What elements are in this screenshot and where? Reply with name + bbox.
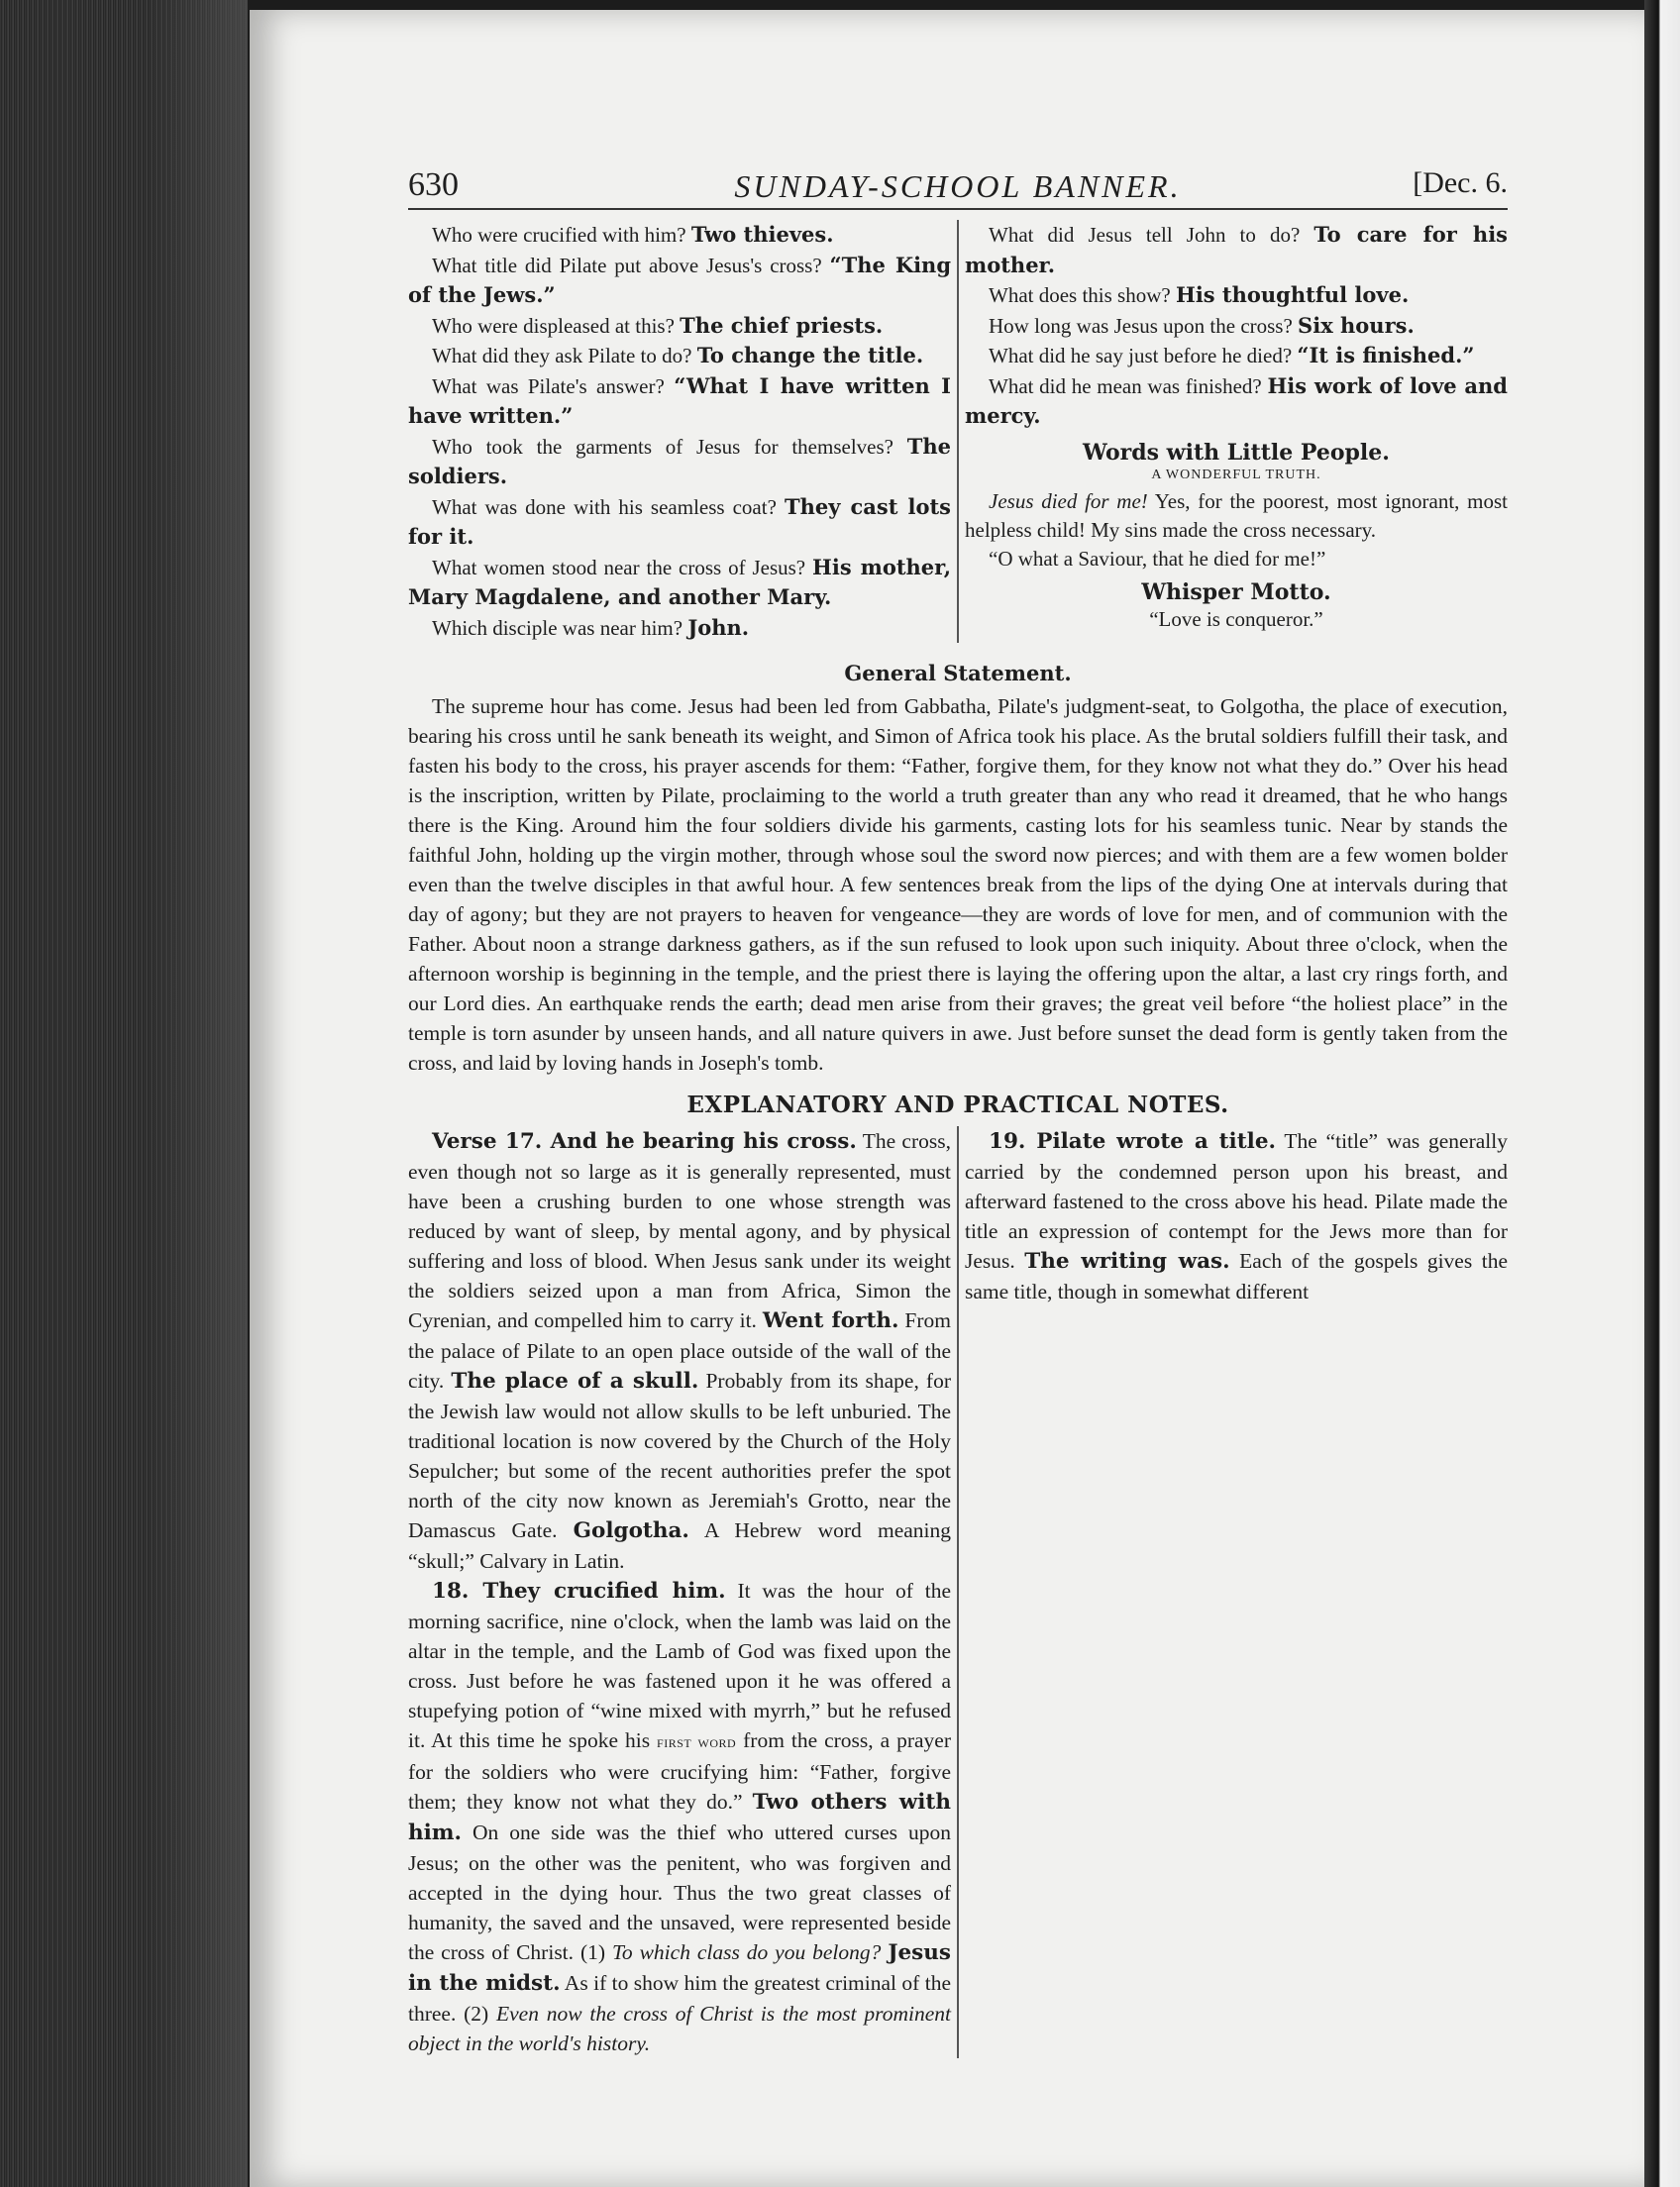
note-verse-18 xyxy=(408,1576,951,2058)
qa-question: Which disciple was near him? xyxy=(432,615,683,640)
qa-question: What was done with his seamless coat? xyxy=(432,494,777,519)
qa-answer: John. xyxy=(687,614,750,640)
qa-item xyxy=(965,371,1508,432)
qa-section xyxy=(408,220,1508,643)
qa-answer: His thoughtful love. xyxy=(1175,282,1410,307)
note-heading: 19. Pilate wrote a title. xyxy=(989,1129,1276,1154)
words-subheading: A WONDERFUL TRUTH. xyxy=(1151,467,1321,482)
note-text: As if to show him the greatest criminal of the three. (2) xyxy=(408,1971,952,2026)
notes-section xyxy=(408,1126,1508,2058)
note-phrase: The place of a skull. xyxy=(451,1369,699,1394)
qa-question: How long was Jesus upon the cross? xyxy=(989,313,1293,338)
qa-item xyxy=(408,341,951,371)
qa-item xyxy=(408,613,951,644)
qa-answer: “It is finished.” xyxy=(1297,343,1475,367)
qa-item xyxy=(965,280,1508,311)
qa-answer: His work of love and mercy. xyxy=(965,372,1508,428)
notes-left-column xyxy=(408,1126,951,2058)
qa-answer: They cast lots for it. xyxy=(408,493,951,549)
note-text: Probably from its shape, for the Jewish law would not allow skulls to be left unburied. The traditional location is now covered by the Church of the Holy Sepulcher; but some of the recent authorities prefer the spot north of the city now known as Jeremiah's Grotto, near the Damascus Gate. xyxy=(408,1369,952,1542)
qa-answer: The soldiers. xyxy=(408,433,951,488)
note-verse-19 xyxy=(965,1126,1508,1306)
motto-heading: Whisper Motto. xyxy=(1141,578,1331,605)
note-phrase: Golgotha. xyxy=(573,1518,689,1543)
note-heading: 18. They crucified him. xyxy=(432,1579,726,1604)
qa-right-list xyxy=(965,220,1508,432)
qa-answer: “What I have written I have written.” xyxy=(408,372,951,428)
qa-question: Who were crucified with him? xyxy=(432,223,686,247)
qa-question: Who were displeased at this? xyxy=(432,313,675,338)
note-phrase: Went forth. xyxy=(762,1308,899,1333)
column-divider xyxy=(957,1126,959,2058)
qa-answer: “The King of the Jews.” xyxy=(408,252,951,307)
note-italic: To which class do you belong? xyxy=(611,1940,882,1964)
note-text: from the cross, a prayer for the soldiers who were crucifying him: “Father, forgive them; they know not what they do.” xyxy=(408,1728,951,1814)
note-text: From the palace of Pilate to an open place outside of the wall of the city. xyxy=(408,1308,952,1393)
book-page-edges xyxy=(0,0,248,2187)
qa-question: What did he mean was finished? xyxy=(989,373,1262,398)
page-content xyxy=(408,158,1508,2058)
note-phrase: Two others with him. xyxy=(408,1790,951,1845)
words-heading: Words with Little People. xyxy=(1083,439,1390,466)
qa-question: Who took the garments of Jesus for themselves? xyxy=(432,434,893,459)
running-title: SUNDAY-SCHOOL BANNER. xyxy=(734,168,1182,204)
notes-heading: EXPLANATORY AND PRACTICAL NOTES. xyxy=(686,1092,1229,1118)
qa-answer: Two thieves. xyxy=(690,222,834,247)
general-statement-heading: General Statement. xyxy=(844,661,1072,685)
qa-item xyxy=(408,220,951,251)
book-page xyxy=(250,10,1644,2187)
qa-answer: The chief priests. xyxy=(680,312,884,338)
qa-question: What did Jesus tell John to do? xyxy=(989,223,1301,247)
qa-item xyxy=(408,492,951,553)
qa-answer: Six hours. xyxy=(1298,312,1415,338)
qa-question: What title did Pilate put above Jesus's cross? xyxy=(432,253,822,277)
header-rule xyxy=(408,208,1508,210)
qa-item xyxy=(408,251,951,311)
note-heading: Verse 17. And he bearing his cross. xyxy=(432,1129,857,1154)
running-header xyxy=(408,158,1508,208)
note-text: A Hebrew word meaning “skull;” Calvary in Latin. xyxy=(408,1518,952,1573)
note-text: The “title” was generally carried by the condemned person upon his breast, and afterward fastened to the cross above his head. Pilate made the title an expression of contempt for the Jews more than for Jesus. xyxy=(965,1129,1509,1273)
words-body: Yes, for the poorest, most ignorant, most helpless child! My sins made the cross necessary. xyxy=(965,488,1508,542)
qa-item xyxy=(965,311,1508,342)
qa-question: What does this show? xyxy=(989,283,1171,307)
qa-item xyxy=(408,311,951,342)
qa-item xyxy=(408,553,951,613)
note-text: It was the hour of the morning sacrifice, nine o'clock, when the lamb was laid on the altar in the temple, and the Lamb of God was fixed upon the cross. Just before he was fastened upon it he was offered a stupefying potion of “wine mixed with myrrh,” but he refused it. At this time he spoke his xyxy=(408,1579,951,1752)
note-small-caps: first word xyxy=(657,1732,737,1751)
general-statement-text: The supreme hour has come. Jesus had been led from Gabbatha, Pilate's judgment-seat, to Golgotha, the place of execution, bearing his cross until he sank beneath its weight, and Simon of Africa took his place. As the brutal soldiers fulfill their task, and fasten his body to the cross, his prayer ascends for them: “Father, forgive them, for they know not what they do.” Over his head is the inscription, written by Pilate, proclaiming to the world a truth greater than any who read it dreamed, that he who hangs there is the King. Around him the four soldiers divide his garments, casting lots for his seamless tunic. Near by stands the faithful John, holding up the virgin mother, through whose soul the sword now pierces; and with them are a few women bolder even than the twelve disciples in that awful hour. A few sentences break from the lips of the dying One at intervals during that day of agony; but they are not prayers to heaven for vengeance—they are words of love for men, and of communion with the Father. About noon a strange darkness gathers, as if the sun refused to look upon such iniquity. About three o'clock, when the afternoon worship is beginning in the temple, and the priest there is laying the offering upon the altar, a last cry rings forth, and our Lord dies. An earthquake rends the earth; dead men arise from their graves; the great veil before “the holiest place” in the temple is torn asunder by unseen hands, and all nature quivers in awe. Just before sunset the dead form is gently taken from the cross, and laid by loving hands in Joseph's tomb. xyxy=(408,694,1508,1075)
motto-text: “Love is conqueror.” xyxy=(1149,606,1323,631)
qa-question: What women stood near the cross of Jesus? xyxy=(432,555,806,579)
note-text: On one side was the thief who uttered curses upon Jesus; on the other was the penitent, who was forgiven and accepted in the dying hour. Thus the two great classes of humanity, the saved and the unsaved, were represented beside the cross of Christ. (1) xyxy=(408,1821,951,1964)
note-text: The cross, even though not so large as it is generally represented, must have been a crushing burden to one whose strength was reduced by want of sleep, by mental agony, and by physical suffering and loss of blood. When Jesus sank under its weight the soldiers seized upon a man from Africa, Simon the Cyrenian, and compelled him to carry it. xyxy=(408,1129,951,1332)
qa-item xyxy=(408,432,951,492)
column-divider xyxy=(957,220,959,643)
qa-question: What did he say just before he died? xyxy=(989,344,1293,367)
notes-right-column xyxy=(965,1126,1508,2058)
qa-answer: To care for his mother. xyxy=(965,222,1508,277)
qa-answer: To change the title. xyxy=(696,343,924,367)
note-text: Each of the gospels gives the same title, though in somewhat different xyxy=(965,1249,1508,1303)
words-paragraph xyxy=(965,487,1508,545)
next-page-edge xyxy=(1644,0,1680,2187)
qa-left-column xyxy=(408,220,951,643)
note-verse-17 xyxy=(408,1126,951,1576)
qa-question: What was Pilate's answer? xyxy=(432,373,665,398)
words-lead: Jesus died for me! xyxy=(989,488,1148,513)
note-italic: Even now the cross of Christ is the most prominent object in the world's history. xyxy=(408,2002,951,2055)
qa-answer: His mother, Mary Magdalene, and another Mary. xyxy=(408,554,952,609)
qa-question: What did they ask Pilate to do? xyxy=(432,344,692,367)
note-phrase: Jesus in the midst. xyxy=(408,1940,952,1996)
note-phrase: The writing was. xyxy=(1024,1249,1230,1274)
words-quote: “O what a Saviour, that he died for me!” xyxy=(989,546,1326,571)
page-number: 630 xyxy=(408,166,459,203)
qa-right-column xyxy=(965,220,1508,643)
qa-item xyxy=(965,341,1508,371)
issue-date: [Dec. 6. xyxy=(1413,166,1508,199)
qa-item xyxy=(408,371,951,432)
qa-item xyxy=(965,220,1508,280)
